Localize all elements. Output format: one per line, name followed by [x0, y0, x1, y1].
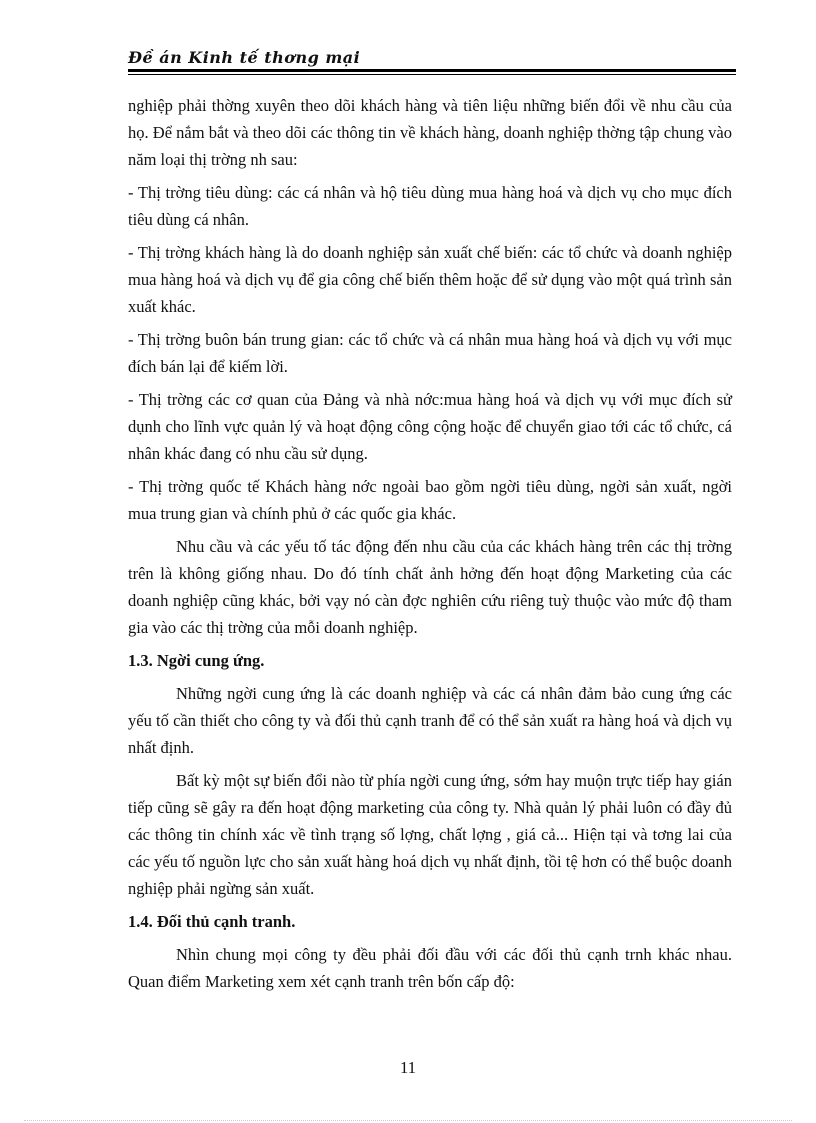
- footer-divider: [24, 1120, 792, 1121]
- paragraph: Bất kỳ một sự biến đổi nào từ phía ngời cung ứng, sớm hay muộn trực tiếp hay gián tiếp cũng sẽ gây ra đến hoạt động marketing của công ty. Nhà quản lý phải luôn có đầy đủ các thông tin chính xác về tình trạng số lợng, chất lợng , giá cả... Hiện tại và tơng lai của các yếu tố nguồn lực cho sản xuất hàng hoá dịch vụ nhất định, tồi tệ hơn có thể buộc doanh nghiệp phải ngừng sản xuất.: [128, 771, 732, 898]
- paragraph: - Thị trờng khách hàng là do doanh nghiệp sản xuất chế biến: các tổ chức và doanh nghiệp mua hàng hoá và dịch vụ để gia công chế biến thêm hoặc để sử dụng vào một quá trình sản xuất khác.: [128, 243, 732, 316]
- paragraph: - Thị trờng các cơ quan của Đảng và nhà nớc:mua hàng hoá và dịch vụ với mục đích sử dụnh cho lĩnh vực quản lý và hoạt động công cộng hoặc để chuyển giao tới các tổ chức, cá nhân khác đang có nhu cầu sử dụng.: [128, 390, 732, 463]
- section-heading: 1.3. Ngời cung ứng.: [128, 651, 265, 670]
- paragraph: Những ngời cung ứng là các doanh nghiệp và các cá nhân đảm bảo cung ứng các yếu tố cần thiết cho công ty và đối thủ cạnh tranh để có thể sản xuất ra hàng hoá và dịch vụ nhất định.: [128, 684, 732, 757]
- page-header: [128, 48, 736, 67]
- header-rule-thin: [128, 74, 736, 75]
- paragraph: - Thị trờng tiêu dùng: các cá nhân và hộ tiêu dùng mua hàng hoá và dịch vụ cho mục đích tiêu dùng cá nhân.: [128, 183, 732, 229]
- page-number: 11: [399, 1058, 417, 1077]
- paragraph: Nhìn chung mọi công ty đều phải đối đầu với các đối thủ cạnh trnh khác nhau. Quan điểm Marketing xem xét cạnh tranh trên bốn cấp độ:: [128, 945, 732, 991]
- document-body: [128, 92, 732, 1001]
- header-rule-thick: [128, 69, 736, 72]
- document-title: Đề án Kinh tế thơng mại: [128, 48, 361, 67]
- paragraph: Nhu cầu và các yếu tố tác động đến nhu cầu của các khách hàng trên các thị trờng trên là không giống nhau. Do đó tính chất ảnh hởng đến hoạt động Marketing của các doanh nghiệp cũng khác, bởi vạy nó càn đợc nghiên cứu riêng tuỳ thuộc vào mức độ tham gia vào các thị trờng của mỗi doanh nghiệp.: [128, 537, 732, 637]
- section-heading: 1.4. Đối thủ cạnh tranh.: [128, 912, 296, 931]
- paragraph: - Thị trờng buôn bán trung gian: các tổ chức và cá nhân mua hàng hoá và dịch vụ với mục đích bán lại để kiếm lời.: [128, 330, 732, 376]
- paragraph: nghiệp phải thờng xuyên theo dõi khách hàng và tiên liệu những biến đổi về nhu cầu của họ. Để nắm bắt và theo dõi các thông tin về khách hàng, doanh nghiệp thờng tập chung vào năm loại thị trờng nh sau:: [128, 96, 732, 169]
- paragraph: - Thị trờng quốc tế Khách hàng nớc ngoài bao gồm ngời tiêu dùng, ngời sản xuất, ngời mua trung gian và chính phủ ở các quốc gia khác.: [128, 477, 732, 523]
